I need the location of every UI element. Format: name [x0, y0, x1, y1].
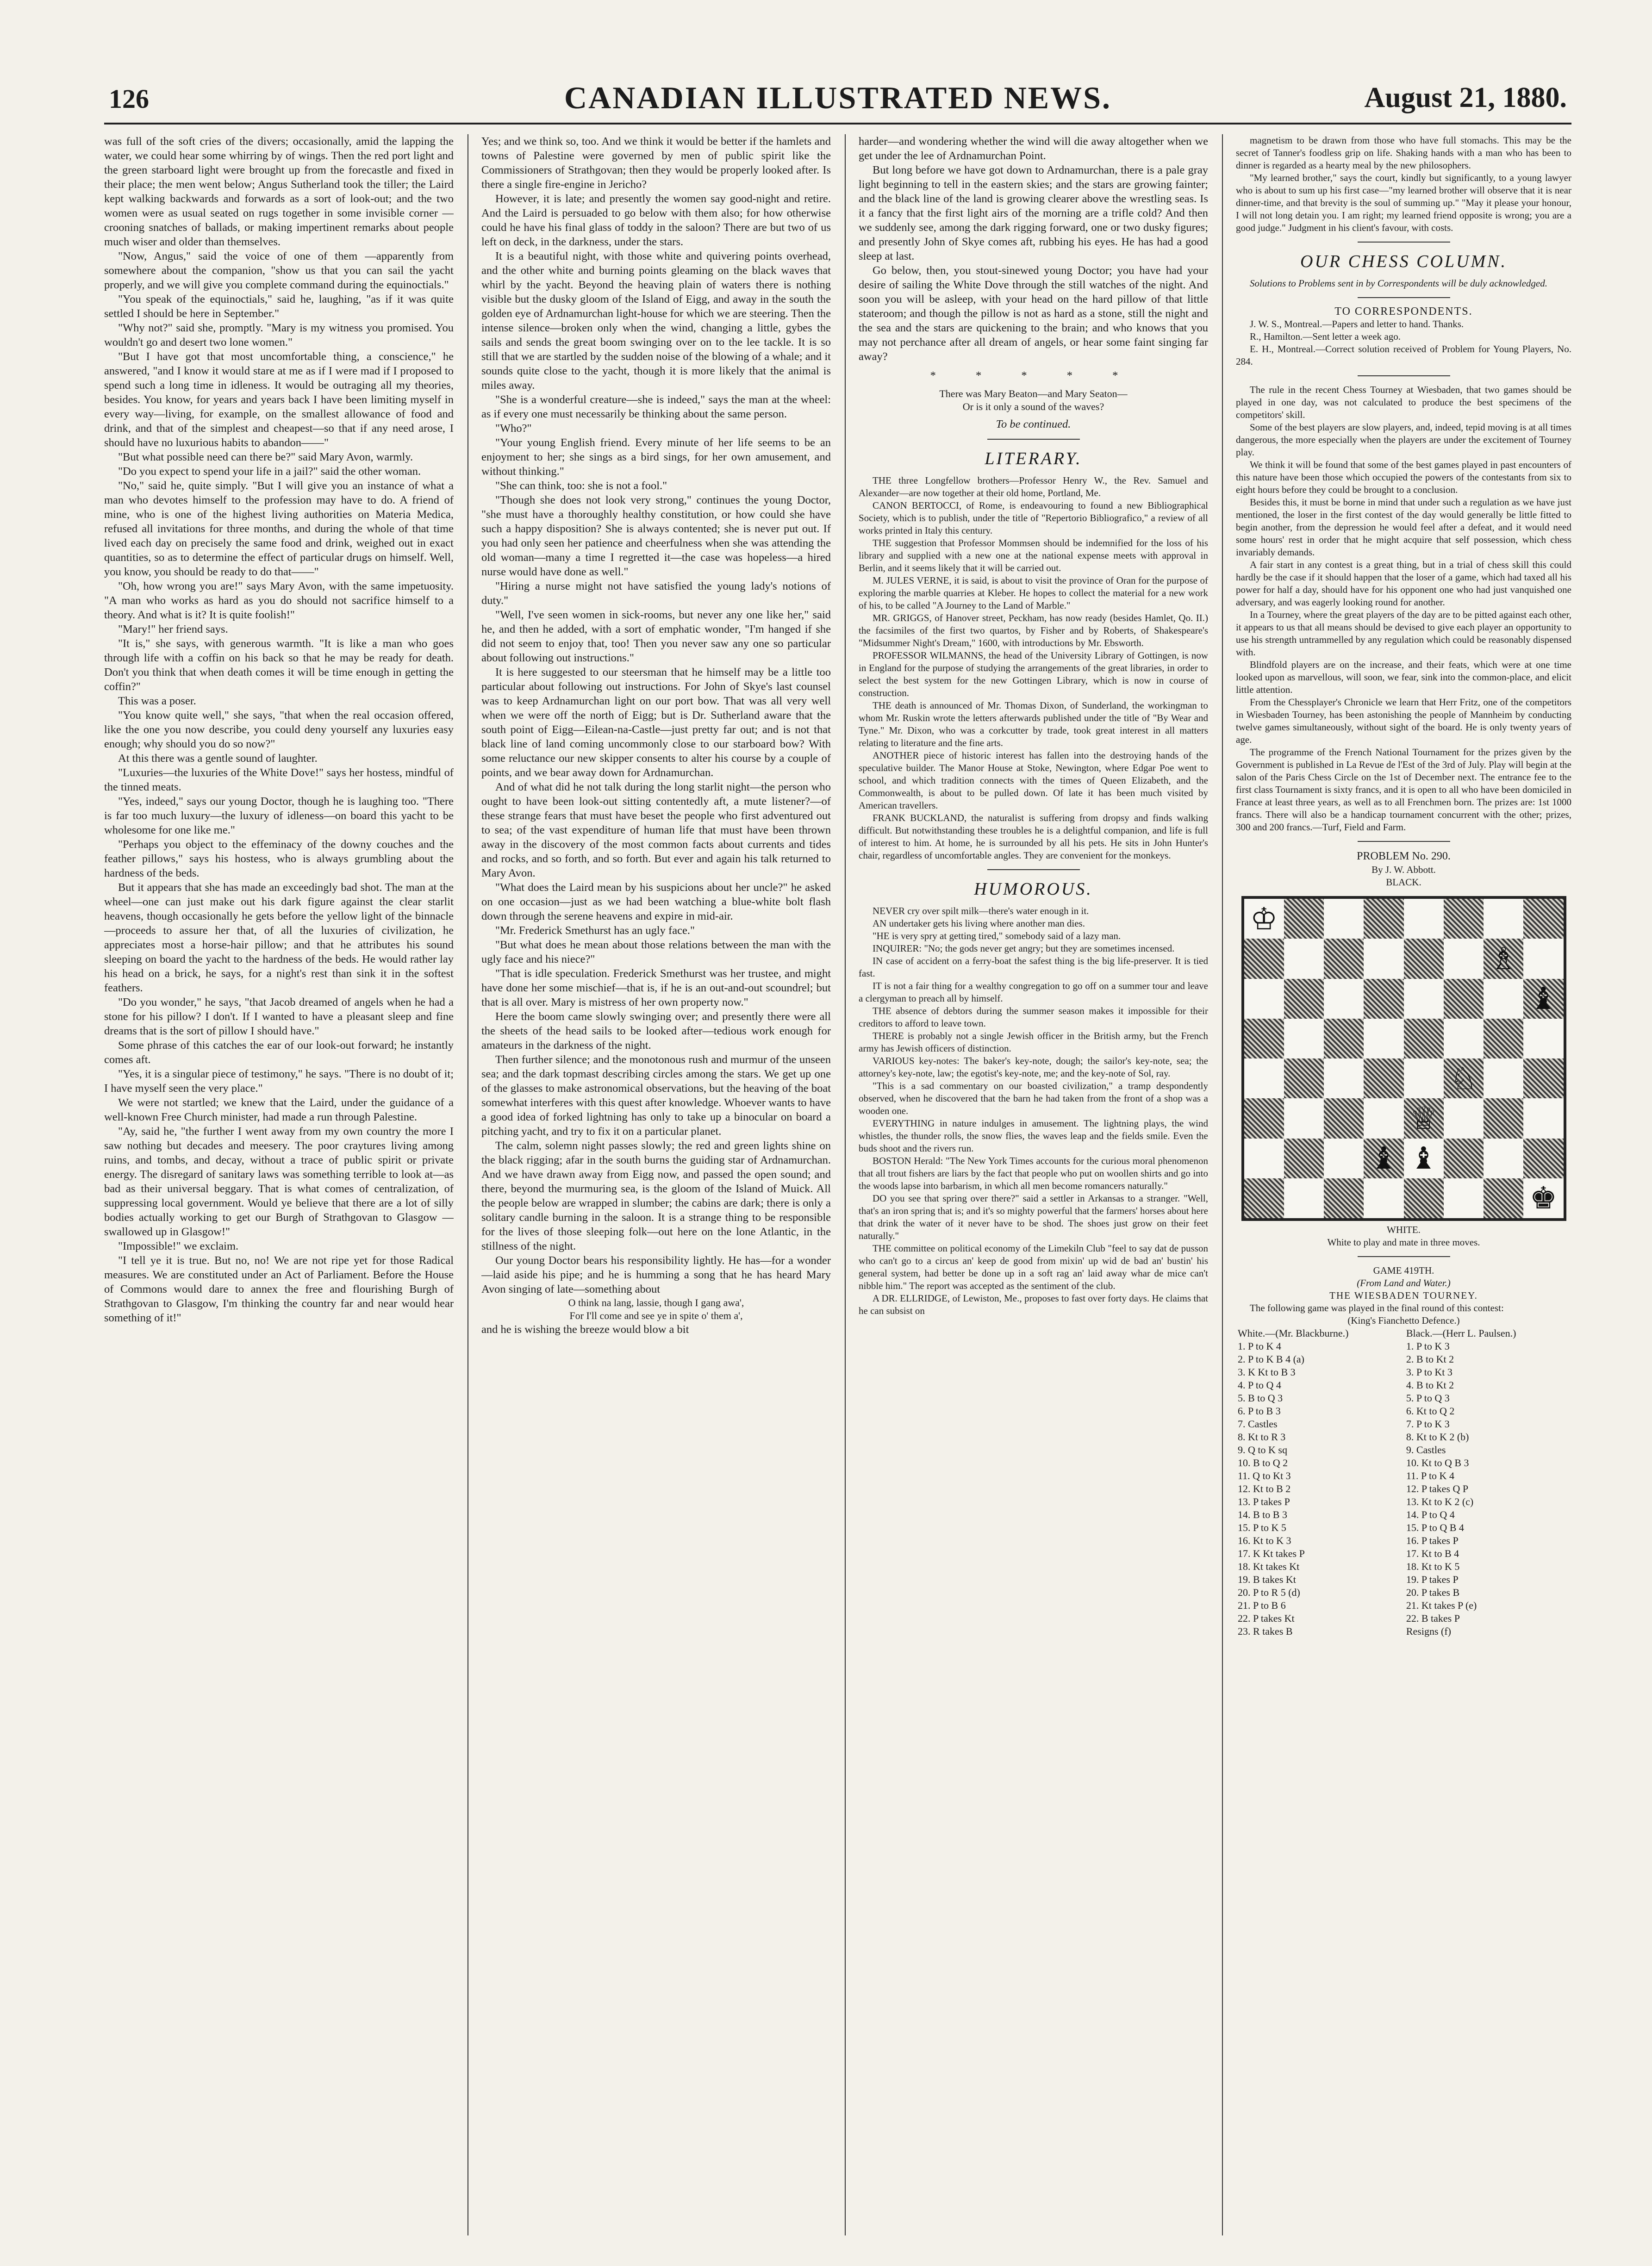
board-square: [1284, 899, 1324, 939]
humorous-item: "HE is very spry at getting tired," somebody said of a lazy man.: [873, 930, 1121, 941]
paragraph: The calm, solemn night passes slowly; the red and green lights shine on the black rigging; afar in the south burns the guiding star of Ardnamurchan. And we have drawn away from Eigg now, and passed the open sound; and there, beyond the murmuring sea, is the gloom of the Island of Muick. All the people below are wrapped in slumber; the cabins are dark; there is only a solitary candle burning in the saloon. It is a strange thing to be responsible for the lives of those sleeping folk—out here on the lone Atlantic, in the stillness of the night.: [481, 1139, 831, 1252]
divider: [987, 439, 1080, 440]
board-square: [1364, 1058, 1403, 1098]
column-2: [481, 134, 831, 2235]
column-rule: [1222, 134, 1223, 2235]
paragraph: "But what possible need can there be?" said Mary Avon, warmly.: [118, 451, 413, 463]
board-square: [1484, 1098, 1523, 1138]
chess-note: The rule in the recent Chess Tourney at Wiesbaden, that two games should be played in one day, was not calculated to produce the best specimens of the competitors' skill.: [1236, 384, 1571, 420]
black-move: 14. P to Q 4: [1406, 1509, 1455, 1520]
game-source: (From Land and Water.): [1357, 1277, 1451, 1289]
black-move: 8. Kt to K 2 (b): [1406, 1431, 1469, 1443]
divider: [1358, 375, 1450, 376]
correspondents-heading: TO CORRESPONDENTS.: [1334, 305, 1473, 317]
black-move: 21. Kt takes P (e): [1406, 1600, 1477, 1611]
board-square: [1284, 1019, 1324, 1058]
board-square: [1404, 899, 1444, 939]
paragraph: "Mary!" her friend says.: [118, 623, 228, 635]
humorous-item: DO you see that spring over there?" said a settler in Arkansas to a stranger. "Well, that's an iron spring that is; and it's so mighty powerful that the farmers' horses about here that drink the water of it never have to be shod. The shoes just grow on their feet naturally.": [859, 1193, 1208, 1241]
paragraph: "Though she does not look very strong," continues the young Doctor, "she must have a thoroughly healthy constitution, or how could she have such a happy disposition? She is always contented; she is never put out. If you had only seen her patience and cheerfulness when she was attending the old woman—many a time I regretted it—the case was hopeless—a hired nurse would have done as well.": [481, 494, 831, 578]
humorous-continued: [1236, 134, 1571, 234]
board-square: [1364, 939, 1403, 978]
paragraph: Our young Doctor bears his responsibility lightly. He has—for a wonder—laid aside his pipe; and he is humming a song that he has heard Mary Avon singing of late—something about: [481, 1254, 831, 1295]
problem-title: PROBLEM No. 290.: [1357, 850, 1451, 862]
game-title: GAME 419TH.: [1373, 1265, 1434, 1276]
paragraph: "What does the Laird mean by his suspicions about her uncle?" he asked on one occasion—just as we had been watching a blue-white bolt flash down through the serene heavens and expire in mid-air.: [481, 881, 831, 922]
move-row: [1236, 1444, 1571, 1457]
board-square: [1364, 1019, 1403, 1058]
white-move: 7. Castles: [1238, 1418, 1278, 1430]
section-stars: * * * * *: [930, 369, 1137, 382]
move-row: [1236, 1418, 1571, 1431]
board-square: [1324, 899, 1364, 939]
chess-note: Some of the best players are slow players, and, indeed, tepid moving is at all times dangerous, the more especially when the players are under the excitement of Tourney play.: [1236, 422, 1571, 458]
black-bishop-icon: ♝: [1529, 981, 1557, 1017]
paragraph: "Your young English friend. Every minute of her life seems to be an enjoyment to her; she sings as a bird sings, for her own amusement, and without thinking.": [481, 436, 831, 478]
board-square: [1523, 1019, 1563, 1058]
black-player: Black.—(Herr L. Paulsen.): [1406, 1327, 1516, 1339]
humorous-item: "This is a sad commentary on our boasted civilization," a tramp despondently observed, when he discovered that the barn he had taken from the front of a shop was a wooden one.: [859, 1080, 1208, 1116]
literary-section: [859, 474, 1208, 862]
move-row: [1236, 1547, 1571, 1560]
humorous-item: VARIOUS key-notes: The baker's key-note, dough; the sailor's key-note, sea; the attorney's key-note, law; the egotist's key-note, me; and the key-note of Sol, ray.: [859, 1055, 1208, 1079]
to-be-continued: To be continued.: [996, 418, 1071, 430]
humorous-item: THE committee on political economy of the Limekiln Club "feel to say dat de pusson who can't go to a circus an' keep de good from mixin' up wid de bad an' bustin' his general system, had better be done up in a soft rag an' laid away whar de mice can't nibble him." The report was accepted as the sentiment of the club.: [859, 1243, 1208, 1291]
board-square: [1324, 1098, 1364, 1138]
board-square: [1244, 1139, 1284, 1178]
black-move: 3. P to Kt 3: [1406, 1366, 1453, 1378]
board-square: [1244, 899, 1284, 939]
black-label: BLACK.: [1386, 877, 1421, 888]
board-square: [1523, 1098, 1563, 1138]
literary-item: MR. GRIGGS, of Hanover street, Peckham, has now ready (besides Hamlet, Qo. II.) the facsimiles of the first two quartos, by Fisher and by Roberts, of Shakespeare's "Midsummer Night's Dream," 1600, with introductions by Mr. Ebsworth.: [859, 612, 1208, 648]
paragraph: and he is wishing the breeze would blow a bit: [481, 1323, 689, 1336]
newspaper-title: CANADIAN ILLUSTRATED NEWS.: [564, 80, 1111, 115]
board-square: [1364, 1139, 1403, 1178]
move-row: [1236, 1340, 1571, 1353]
white-move: 11. Q to Kt 3: [1238, 1470, 1291, 1482]
board-square: [1404, 1098, 1444, 1138]
black-move: 17. Kt to B 4: [1406, 1548, 1459, 1559]
white-move: 18. Kt takes Kt: [1238, 1561, 1300, 1572]
board-square: [1484, 1058, 1523, 1098]
white-move: 8. Kt to R 3: [1238, 1431, 1286, 1443]
literary-item: ANOTHER piece of historic interest has fallen into the destroying hands of the speculative builder. The Manor House at Stoke, Newington, where Edgar Poe went to school, and which tradition connects with the times of Queen Elizabeth, and the Commonwealth, is about to be pulled down. Of late it has been much visited by American travellers.: [859, 750, 1208, 811]
board-square: [1244, 979, 1284, 1019]
white-player: White.—(Mr. Blackburne.): [1238, 1327, 1349, 1339]
paragraph: "You know quite well," she says, "that when the real occasion offered, like the one you now describe, you could deny yourself any luxuries easy enough; why should you do so now?": [104, 709, 454, 750]
literary-heading: LITERARY.: [985, 449, 1082, 468]
move-row: [1236, 1469, 1571, 1482]
white-move: 17. K Kt takes P: [1238, 1548, 1305, 1559]
board-square: [1484, 1019, 1523, 1058]
paragraph: However, it is late; and presently the women say good-night and retire. And the Laird is persuaded to go below with them also; for how otherwise could he have his final glass of toddy in the saloon? There are but two of us left on deck, in the darkness, under the stars.: [481, 193, 831, 248]
move-row: [1236, 1366, 1571, 1379]
board-square: [1364, 1098, 1403, 1138]
board-square: [1324, 1178, 1364, 1218]
white-move: 2. P to K B 4 (a): [1238, 1353, 1305, 1365]
paragraph: And of what did he not talk during the long starlit night—the person who ought to have been look-out sitting contentedly aft, a mute listener?—of these strange fears that must have beset the people who first adventured out to sea; of the vast expenditure of human life that must have been thrown away in the discovery of the most common facts about currents and tides and rocks, and so forth, and so forth. But ever and again his talk returned to Mary Avon.: [481, 781, 831, 879]
humorous-item: magnetism to be drawn from those who have full stomachs. This may be the secret of Tanner's foodless grip on life. Shaking hands with a man who has been to dinner is regarded as a hearty meal by the new philosophers.: [1236, 135, 1571, 171]
board-square: [1484, 1139, 1523, 1178]
move-row: [1236, 1379, 1571, 1392]
board-square: [1523, 1178, 1563, 1218]
chess-notes: [1236, 384, 1571, 834]
white-move: 13. P takes P: [1238, 1496, 1290, 1507]
board-square: [1404, 1178, 1444, 1218]
board-square: [1484, 1178, 1523, 1218]
board-square: [1523, 1139, 1563, 1178]
board-square: [1444, 979, 1484, 1019]
board-square: [1404, 979, 1444, 1019]
column-1: [104, 134, 454, 2235]
board-square: [1284, 1098, 1324, 1138]
black-move: 2. B to Kt 2: [1406, 1353, 1454, 1365]
black-move: Resigns (f): [1406, 1625, 1451, 1637]
humorous-item: A DR. ELLRIDGE, of Lewiston, Me., proposes to fast over forty days. He claims that he can subsist on: [859, 1293, 1208, 1316]
board-square: [1484, 899, 1523, 939]
black-move: 7. P to K 3: [1406, 1418, 1450, 1430]
black-move: 11. P to K 4: [1406, 1470, 1454, 1482]
board-square: [1404, 939, 1444, 978]
literary-item: THE suggestion that Professor Mommsen should be indemnified for the loss of his library and supplied with a new one at the national expense meets with approval in Berlin, and it seems likely that it will be carried out.: [859, 537, 1208, 573]
verse-line: For I'll come and see ye in spite o' them a',: [569, 1310, 743, 1321]
paragraph: At this there was a gentle sound of laughter.: [118, 752, 318, 765]
chess-note: In a Tourney, where the great players of the day are to be pitted against each other, it appears to us that all means should be devised to give each player an opportunity to use his strength untrammelled by any regulation which could be reasonably dispensed with.: [1236, 609, 1571, 658]
verse-line: Or is it only a sound of the waves?: [962, 401, 1104, 412]
chess-board: [1241, 896, 1566, 1221]
paragraph: Yes; and we think so, too. And we think it would be better if the hamlets and towns of Palestine were governed by men of public spirit like the Commissioners of Strathgovan; then they would be properly looked after. Is there a single fire-engine in Jericho?: [481, 135, 831, 191]
black-king-icon: ♚: [1529, 1180, 1557, 1216]
black-move: 22. B takes P: [1406, 1612, 1460, 1624]
paragraph: "She is a wonderful creature—she is indeed," says the man at the wheel: as if every one must necessarily be thinking about the same person.: [481, 393, 831, 420]
humorous-item: NEVER cry over spilt milk—there's water enough in it.: [873, 905, 1089, 916]
move-row: [1236, 1457, 1571, 1469]
white-knight-icon: ♘: [1450, 1060, 1477, 1096]
correspondent-note: R., Hamilton.—Sent letter a week ago.: [1250, 331, 1401, 342]
correspondent-note: E. H., Montreal.—Correct solution received of Problem for Young Players, No. 284.: [1236, 343, 1571, 367]
black-move: 15. P to Q B 4: [1406, 1522, 1464, 1533]
board-square: [1444, 899, 1484, 939]
board-square: [1284, 979, 1324, 1019]
board-square: [1444, 1058, 1484, 1098]
board-square: [1324, 1139, 1364, 1178]
white-queen-icon: ♕: [1410, 1100, 1438, 1136]
literary-item: CANON BERTOCCI, of Rome, is endeavouring to found a new Bibliographical Society, which is to publish, under the title of "Repertorio Bibliografico," a review of all works printed in Italy this century.: [859, 500, 1208, 536]
board-square: [1523, 1058, 1563, 1098]
literary-item: PROFESSOR WILMANNS, the head of the University Library of Gottingen, is now in England for the purpose of studying the arrangements of the great libraries, in order to select the best system for the new Gottingen Library, which is now in course of construction.: [859, 650, 1208, 698]
white-move: 15. P to K 5: [1238, 1522, 1286, 1533]
chess-note: From the Chessplayer's Chronicle we learn that Herr Fritz, one of the competitors in Wiesbaden Tourney, has been astonishing the people of Mannheim by conducting twelve games simultaneously, without sight of the board. He is only twenty years of age.: [1236, 697, 1571, 745]
move-row: [1236, 1405, 1571, 1418]
move-row: [1236, 1573, 1571, 1586]
paragraph: "Yes, it is a singular piece of testimony," he says. "There is no doubt of it; I have myself seen the very place.": [104, 1068, 454, 1095]
paragraph: "Ay, said he, "the further I went away from my own country the more I saw nothing but decades and meesery. The poor craytures living among ruins, and tombs, and decay, without a trace of public spirit or private energy. The disregard of sanitary laws was something terrible to look at—as bad as their universal beggary. That is what comes of centralization, of suppressing local government. Would ye believe that there are a lot of silly bodies actually working to get our Burgh of Strathgovan to Glasgow — swallowed up in Glasgow!": [104, 1125, 454, 1238]
board-square: [1364, 1178, 1403, 1218]
divider: [1358, 841, 1450, 842]
board-square: [1444, 1098, 1484, 1138]
board-square: [1324, 1058, 1364, 1098]
verse-line: There was Mary Beaton—and Mary Seaton—: [939, 388, 1128, 399]
paragraph: Some phrase of this catches the ear of our look-out forward; he instantly comes aft.: [104, 1039, 454, 1066]
black-move: 20. P takes B: [1406, 1587, 1460, 1598]
paragraph: "Mr. Frederick Smethurst has an ugly face.": [495, 924, 695, 937]
black-move: 16. P takes P: [1406, 1535, 1459, 1546]
column-4: [1236, 134, 1571, 2235]
column-rule: [845, 134, 846, 2235]
white-bishop-icon: ♗: [1490, 940, 1517, 977]
board-square: [1244, 1178, 1284, 1218]
paragraph: It is a beautiful night, with those white and quivering points overhead, and the other white and burning points gleaming on the black waves that whirl by the yacht. Beyond the heaving plain of waters there is nothing visible but the dusky gloom of the Island of Eigg, and away in the south the golden eye of Ardnamurchan light-house for which we are steering. Then the intense silence—broken only when the wind, changing a little, gybes the sails and sends the great boom swinging over on to the lee tackle. It is so still that we are startled by the sudden noise of the blowing of a whale; and it sounds quite close to the yacht, though it is more likely that the animal is miles away.: [481, 250, 831, 392]
paragraph: "Oh, how wrong you are!" says Mary Avon, with the same impetuosity. "A man who works as hard as you do should not sacrifice himself to a theory. And what is it? It is quite foolish!": [104, 580, 454, 621]
correspondent-note: J. W. S., Montreal.—Papers and letter to hand. Thanks.: [1250, 318, 1464, 330]
paragraph: "Luxuries—the luxuries of the White Dove!" says her hostess, mindful of the tinned meats.: [104, 766, 454, 793]
humorous-item: EVERYTHING in nature indulges in amusement. The lightning plays, the wind whistles, the thunder rolls, the snow flies, the waves leap and the fields smile. Even the buds shoot and the rivers run.: [859, 1118, 1208, 1154]
board-square: [1404, 1139, 1444, 1178]
paragraph: "Do you wonder," he says, "that Jacob dreamed of angels when he had a stone for his pillow? I don't. If I wanted to have a pleasant sleep and fine dreams that is the sort of pillow I should have.": [104, 996, 454, 1037]
white-move: 12. Kt to B 2: [1238, 1483, 1291, 1494]
humorous-section: [859, 905, 1208, 1317]
literary-item: THE death is announced of Mr. Thomas Dixon, of Sunderland, the workingman to whom Mr. Ruskin wrote the letters afterwards published under the title of "By Wear and Tyne." Mr. Dixon, who was a corkcutter by trade, took great interest in all matters relating to literature and the fine arts.: [859, 700, 1208, 748]
white-move: 16. Kt to K 3: [1238, 1535, 1291, 1546]
board-square: [1244, 1058, 1284, 1098]
black-move: 9. Castles: [1406, 1444, 1446, 1456]
move-row: [1236, 1625, 1571, 1638]
chess-note: A fair start in any contest is a great thing, but in a trial of chess skill this could hardly be the case if it should happen that the loser of a game, which had taxed all his power for half a day, should have for his opponent one who had just vanquished one adversary, and was eagerly looking round for another.: [1236, 559, 1571, 608]
paragraph: "That is idle speculation. Frederick Smethurst was her trustee, and might have done her some mischief—that is, if he is an out-and-out scoundrel; but that is all over. Mary is mistress of her own property now.": [481, 967, 831, 1008]
humorous-item: BOSTON Herald: "The New York Times accounts for the curious moral phenomenon that all trout fishers are liars by the fact that people who put on woollen shirts and go into the woods lapse into barbarism, in which all men become romancers naturally.": [859, 1155, 1208, 1191]
literary-item: THE three Longfellow brothers—Professor Henry W., the Rev. Samuel and Alexander—are now together at their old home, Portland, Me.: [859, 475, 1208, 498]
paragraph: Then further silence; and the monotonous rush and murmur of the unseen sea; and the dark topmast describing circles among the stars. We get up one of the glasses to make astronomical observations, but the heaving of the boat somewhat interferes with this quest after knowledge. Whoever wants to have a good idea of forked lightning has only to take up a binocular on board a pitching yacht, and try to fix it on a particular planet.: [481, 1053, 831, 1138]
white-move: 22. P takes Kt: [1238, 1612, 1295, 1624]
opening-name: (King's Fianchetto Defence.): [1347, 1315, 1460, 1326]
paragraph: "She can think, too: she is not a fool.": [495, 479, 667, 492]
story-end: [859, 134, 1208, 364]
humorous-item: THE absence of debtors during the summer season makes it impossible for their creditors to afford to leave town.: [859, 1005, 1208, 1029]
paragraph: "Hiring a nurse might not have satisfied the young lady's notions of duty.": [481, 580, 831, 607]
board-square: [1523, 979, 1563, 1019]
board-square: [1523, 939, 1563, 978]
black-move: 5. P to Q 3: [1406, 1392, 1450, 1404]
paragraph: was full of the soft cries of the divers; occasionally, amid the lapping the water, we could hear some whirring by of wings. Then the red port light and the green starboard light were brought up from the forecastle and fixed in their place; the men went below; Angus Sutherland took the tiller; the Laird kept walking backwards and forwards as a sort of look-out; and the two women were as usual seated on rugs together in some invisible corner — crooning snatches of ballads, or making impertinent remarks about people much wiser and older than themselves.: [104, 135, 454, 248]
paragraph: "I tell ye it is true. But no, no! We are not ripe yet for those Radical measures. We are constituted under an Act of Parliament. Before the House of Commons would dare to annex the free and flourishing Burgh of Strathgovan to Glasgow, I'm thinking the country far and near would hear something of it!": [104, 1254, 454, 1324]
board-square: [1484, 979, 1523, 1019]
paragraph: This was a poser.: [118, 695, 196, 707]
board-square: [1444, 939, 1484, 978]
paragraph: But it appears that she has made an exceedingly bad shot. The man at the wheel—one can just make out his dark figure against the clear starlit heavens, though occasionally he gets before the yellow light of the binnacle—proceeds to assure her that, of all the luxuries of civilization, he appreciates most a horse-hair pillow; and that he attributes his sound sleeping on board the yacht to the hardness of the beds. He would rather lay his head on a brick, he says, for a night's rest than sink it in the softest feathers.: [104, 881, 454, 994]
black-bishop-icon: ♝: [1410, 1140, 1438, 1177]
board-square: [1404, 1019, 1444, 1058]
white-king-icon: ♔: [1250, 901, 1278, 937]
paragraph: "Yes, indeed," says our young Doctor, though he is laughing too. "There is far too much luxury—the luxury of idleness—on board this yacht to be wholesome for one like me.": [104, 795, 454, 836]
divider: [1358, 1256, 1450, 1257]
divider: [987, 869, 1080, 870]
humorous-item: "My learned brother," says the court, kindly but significantly, to a young lawyer who is about to sum up his first case—"my learned brother will observe that it is near dinner-time, and that brevity is the soul of summing up." "May it please your honour, I will not long detain you. I am right; my learned friend opposite is wrong; you are a good judge." Judgment in his client's favour, with costs.: [1236, 172, 1571, 233]
move-row: [1236, 1560, 1571, 1573]
black-move: 12. P takes Q P: [1406, 1483, 1469, 1494]
divider: [1358, 297, 1450, 298]
board-square: [1244, 1019, 1284, 1058]
humorous-item: AN undertaker gets his living where another man dies.: [873, 918, 1085, 929]
white-move: 21. P to B 6: [1238, 1600, 1286, 1611]
black-bishop-icon: ♝: [1370, 1140, 1397, 1177]
white-move: 19. B takes Kt: [1238, 1574, 1296, 1585]
game-event: THE WIESBADEN TOURNEY.: [1329, 1290, 1478, 1301]
problem-stipulation: White to play and mate in three moves.: [1327, 1237, 1480, 1248]
move-row: [1236, 1508, 1571, 1521]
board-square: [1324, 939, 1364, 978]
board-square: [1244, 939, 1284, 978]
divider: [1358, 242, 1450, 243]
move-row: [1236, 1482, 1571, 1495]
chess-note: The programme of the French National Tournament for the prizes given by the Government is published in La Revue de l'Est of the 3rd of July. Play will begin at the salon of the Paris Chess Circle on the 1st of December next. The entrance fee to the first class Tournament is sixty francs, and it is open to all who have been domiciled in France at least three years, as well as to all Frenchmen born. The prizes are: 1st 1000 francs. There will also be a handicap tournament concurrent with the other; prizes, 300 and 200 francs.—Turf, Field and Farm.: [1236, 747, 1571, 833]
paragraph: "It is," she says, with generous warmth. "It is like a man who goes through life with a coffin on his back so that he may be ready for death. Don't you think that when death comes it will be time enough in getting the coffin?": [104, 637, 454, 693]
column-3: [859, 134, 1208, 2235]
board-square: [1324, 1019, 1364, 1058]
board-square: [1364, 899, 1403, 939]
verse-line: O think na lang, lassie, though I gang awa',: [568, 1297, 744, 1308]
chess-notice: Solutions to Problems sent in by Correspondents will be duly acknowledged.: [1250, 278, 1547, 289]
black-move: 4. B to Kt 2: [1406, 1379, 1454, 1391]
paragraph: But long before we have got down to Ardnamurchan, there is a pale gray light beginning to tell in the eastern skies; and the stars are growing fainter; and the black line of the land is growing clearer above the wrestling seas. Is it a fancy that the first light airs of the morning are a trifle cold? And then we suddenly see, among the dark rigging forward, one or two dusky figures; and presently John of Skye comes aft, rubbing his eyes. He has had a good sleep at last.: [859, 164, 1208, 262]
paragraph: harder—and wondering whether the wind will die away altogether when we get under the lee of Ardnamurchan Point.: [859, 135, 1208, 162]
move-row: [1236, 1431, 1571, 1444]
paragraph: Go below, then, you stout-sinewed young Doctor; you have had your desire of sailing the White Dove through the still watches of the night. And soon you will be asleep, with your head on the hard pillow of that little stateroom; and though the pillow is not as hard as a stone, still the night and the sea and the stars are quickening to the brain; and who knows that you may not perchance after all dream of angels, or hear some faint singing far away?: [859, 264, 1208, 363]
board-square: [1284, 939, 1324, 978]
board-square: [1523, 899, 1563, 939]
move-row: [1236, 1612, 1571, 1625]
board-square: [1444, 1178, 1484, 1218]
black-move: 1. P to K 3: [1406, 1340, 1450, 1352]
newspaper-page: [104, 65, 1571, 2249]
game-score: [1236, 1327, 1571, 1638]
humorous-item: THERE is probably not a single Jewish officer in the British army, but the French army has Jewish officers of distinction.: [859, 1030, 1208, 1054]
white-move: 6. P to B 3: [1238, 1405, 1281, 1417]
masthead: [104, 65, 1571, 125]
humorous-item: IT is not a fair thing for a wealthy congregation to go off on a summer tour and leave a clergyman to preach all by himself.: [859, 980, 1208, 1004]
move-row: [1236, 1599, 1571, 1612]
move-row: [1236, 1495, 1571, 1508]
white-move: 10. B to Q 2: [1238, 1457, 1288, 1469]
paragraph: It is here suggested to our steersman that he himself may be a little too particular about following out instructions. For John of Skye's last counsel was to keep Ardnamurchan light on our port bow. That was all very well when we were off the north of Eigg; but is Dr. Sutherland aware that the south point of Eigg—Eilean-na-Castle—just pretty far out; and is not that black line of land coming uncommonly close to our starboard bow? With some reluctance our new skipper consents to alter his course by a couple of points, and we bear away down for Ardnamurchan.: [481, 666, 831, 779]
white-move: 20. P to R 5 (d): [1238, 1587, 1300, 1598]
paragraph: "But what does he mean about those relations between the man with the ugly face and his niece?": [481, 939, 831, 965]
problem-author: By J. W. Abbott.: [1371, 864, 1436, 875]
white-move: 1. P to K 4: [1238, 1340, 1281, 1352]
board-square: [1284, 1139, 1324, 1178]
board-square: [1324, 979, 1364, 1019]
board-square: [1404, 1058, 1444, 1098]
white-move: 14. B to B 3: [1238, 1509, 1287, 1520]
board-square: [1364, 979, 1403, 1019]
humorous-item: IN case of accident on a ferry-boat the safest thing is the big life-preserver. It is tied fast.: [859, 955, 1208, 979]
white-move: 9. Q to K sq: [1238, 1444, 1287, 1456]
paragraph: "But I have got that most uncomfortable thing, a conscience," he answered, "and I know it would stare at me as if I were mad if I proposed to spend such a long time in idleness. It would be outraging all my theories, besides. You know, for years and years back I have been limiting myself in every way—living, for example, on the smallest allowance of food and drink, and that of the simplest and cheapest—so that if any need arose, I should have no luxurious habits to abandon——": [104, 350, 454, 449]
white-move: 4. P to Q 4: [1238, 1379, 1281, 1391]
move-row: [1236, 1353, 1571, 1366]
board-square: [1444, 1139, 1484, 1178]
literary-item: FRANK BUCKLAND, the naturalist is suffering from dropsy and finds walking difficult. But notwithstanding these troubles he is a delightful companion, and life is full of interest to him. At home, he is surrounded by all his pets. He sits in John Hunter's chair, regardless of uncomfortable angles. They are convenient for the monkeys.: [859, 812, 1208, 861]
white-move: 23. R takes B: [1238, 1625, 1293, 1637]
paragraph: "Well, I've seen women in sick-rooms, but never any one like her," said he, and then he added, with a sort of emphatic wonder, "I'm hanged if she did not seem to enjoy that, too! Then you never saw any one so particular about following out instructions.": [481, 609, 831, 664]
paragraph: "Do you expect to spend your life in a jail?" said the other woman.: [118, 465, 421, 478]
paragraph: "No," said he, quite simply. "But I will give you an instance of what a man who devotes himself to the profession may have to do. A friend of mine, who is one of the highest living authorities on Materia Medica, refused all invitations for three months, and during the whole of that time lived each day on precisely the same food and drink, weighed out in exact quantities, so as to determine the effect of particular drugs on himself. Well, you know, you should be ready to do that——": [104, 479, 454, 578]
correspondents-list: [1236, 318, 1571, 368]
move-row: [1236, 1521, 1571, 1534]
paragraph: "Who?": [495, 422, 532, 435]
white-move: 3. K Kt to B 3: [1238, 1366, 1296, 1378]
black-move: 6. Kt to Q 2: [1406, 1405, 1455, 1417]
humorous-heading: HUMOROUS.: [974, 879, 1093, 899]
chess-note: Besides this, it must be borne in mind that under such a regulation as we have just mentioned, the loser in the first contest of the day would generally be little fitted to begin another, from the depression he would feel after a defeat, and it would need some hours' rest in order that he might acquire that self possession, which chess invariably demands.: [1236, 497, 1571, 558]
chess-note: We think it will be found that some of the best games played in past encounters of this nature have been those which occupied the powers of the contestants from six to eight hours before they could be brought to a conclusion.: [1236, 459, 1571, 495]
paragraph: "Impossible!" we exclaim.: [118, 1240, 239, 1252]
literary-item: M. JULES VERNE, it is said, is about to visit the province of Oran for the purpose of exploring the marble quarries at Kleber. He hopes to collect the material for a new work of his, to be called "A Journey to the Land of Marble.": [859, 575, 1208, 611]
paragraph: "Now, Angus," said the voice of one of them —apparently from somewhere about the companion, "show us that you can sail the yacht properly, and we will give you complete command during the equinoctials.": [104, 250, 454, 291]
white-move: 5. B to Q 3: [1238, 1392, 1283, 1404]
paragraph: "Perhaps you object to the effeminacy of the downy couches and the feather pillows," says his hostess, who is always grumbling about the hardness of the beds.: [104, 838, 454, 879]
board-square: [1444, 1019, 1484, 1058]
board-square: [1244, 1098, 1284, 1138]
paragraph: "You speak of the equinoctials," said he, laughing, "as if it was quite settled I should be here in September.": [104, 293, 454, 320]
black-move: 19. P takes P: [1406, 1574, 1459, 1585]
issue-date: August 21, 1880.: [1364, 82, 1567, 113]
board-square: [1484, 939, 1523, 978]
white-label: WHITE.: [1387, 1224, 1421, 1235]
paragraph: We were not startled; we knew that the Laird, under the guidance of a well-known Free Church minister, had made a run through Palestine.: [104, 1096, 454, 1123]
black-move: 18. Kt to K 5: [1406, 1561, 1460, 1572]
move-row: [1236, 1586, 1571, 1599]
move-row: [1236, 1534, 1571, 1547]
move-row: [1236, 1392, 1571, 1405]
page-number: 126: [109, 84, 149, 114]
humorous-item: INQUIRER: "No; the gods never get angry; but they are sometimes incensed.: [873, 943, 1175, 954]
chess-heading: OUR CHESS COLUMN.: [1300, 252, 1507, 271]
paragraph: "Why not?" said she, promptly. "Mary is my witness you promised. You wouldn't go and desert two lone women.": [104, 322, 454, 349]
paragraph: Here the boom came slowly swinging over; and presently there were all the sheets of the head sails to be looked after—tedious work enough for amateurs in the darkness of the night.: [481, 1010, 831, 1052]
black-move: 10. Kt to Q B 3: [1406, 1457, 1469, 1469]
board-square: [1284, 1178, 1324, 1218]
board-square: [1284, 1058, 1324, 1098]
chess-note: Blindfold players are on the increase, and their feats, which were at one time looked upon as marvellous, will soon, we fear, sink into the common-place, and elicit little attention.: [1236, 659, 1571, 695]
black-move: 13. Kt to K 2 (c): [1406, 1496, 1474, 1507]
game-intro: The following game was played in the final round of this contest:: [1250, 1302, 1504, 1314]
story-continuation: [481, 134, 831, 1296]
